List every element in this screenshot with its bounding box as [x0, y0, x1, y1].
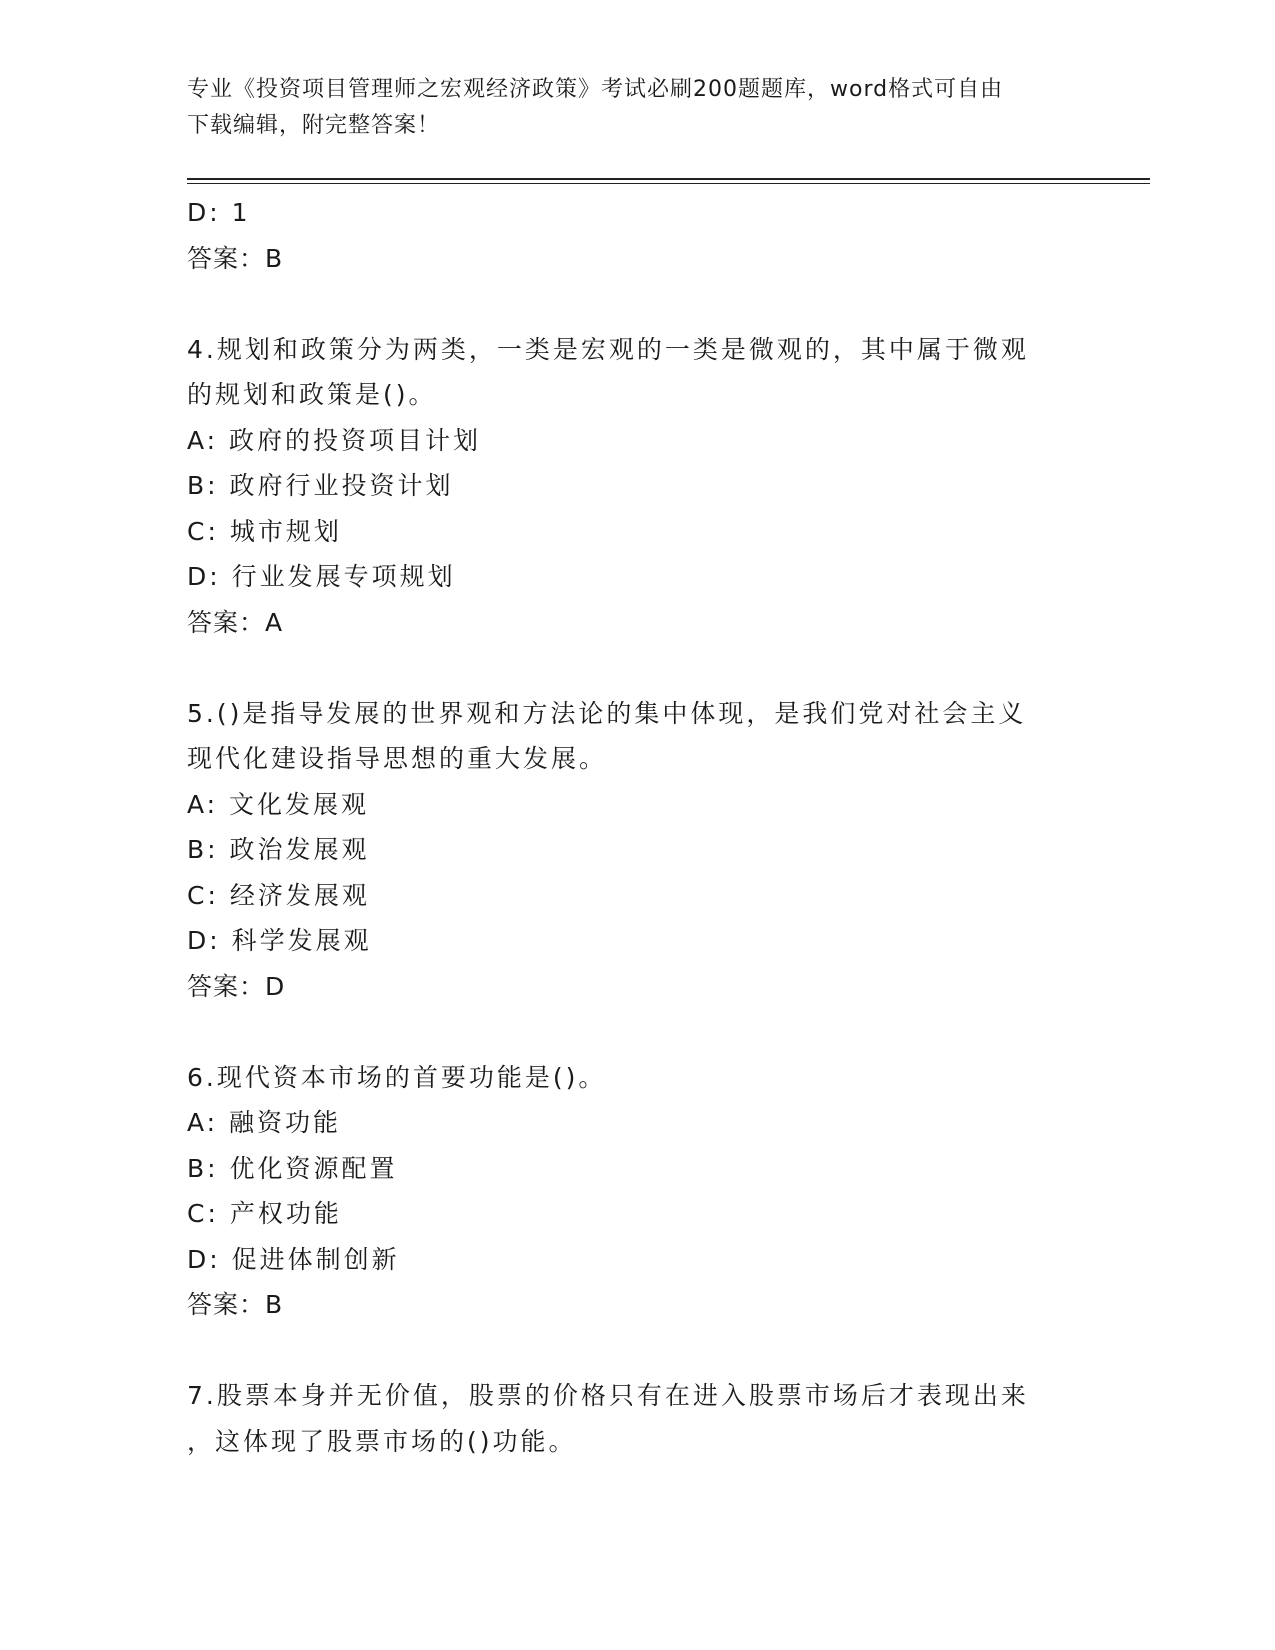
option-c: C: 城市规划 [187, 516, 342, 546]
option-b: B: 优化资源配置 [187, 1153, 398, 1183]
option-d: D: 行业发展专项规划 [187, 562, 456, 591]
header-divider [187, 178, 1150, 180]
answer-line: 答案：B [187, 1290, 284, 1319]
option-c: C: 产权功能 [187, 1199, 342, 1228]
question-text: 5.()是指导发展的世界观和方法论的集中体现，是我们党对社会主义 [187, 698, 1027, 728]
page-header [187, 72, 1067, 144]
header-line-1: 专业《投资项目管理师之宏观经济政策》考试必刷200题题库，word格式可自由 [187, 77, 1004, 102]
header-divider-thin [187, 183, 1150, 184]
answer-line: 答案：B [187, 243, 284, 273]
option-a: A: 融资功能 [187, 1108, 342, 1137]
question-text-cont: 的规划和政策是()。 [187, 380, 437, 409]
question-text-cont: ，这体现了股票市场的()功能。 [187, 1426, 577, 1456]
question-list [187, 190, 1067, 1464]
question-text: 6.现代资本市场的首要功能是()。 [187, 1062, 607, 1092]
option-b: B: 政治发展观 [187, 835, 370, 864]
spacer [187, 1328, 1067, 1374]
question-text: 7.股票本身并无价值，股票的价格只有在进入股票市场后才表现出来 [187, 1381, 1029, 1410]
option-d: D: 科学发展观 [187, 926, 372, 955]
spacer [187, 281, 1067, 327]
option-a: A: 文化发展观 [187, 789, 370, 819]
question-text-cont: 现代化建设指导思想的重大发展。 [187, 744, 608, 773]
answer-line: 答案：A [187, 607, 284, 637]
spacer [187, 1009, 1067, 1055]
option-c: C: 经济发展观 [187, 880, 370, 910]
answer-line: 答案：D [187, 971, 286, 1001]
option-b: B: 政府行业投资计划 [187, 471, 454, 500]
question-5 [187, 691, 1067, 1010]
header-line-2: 下载编辑，附完整答案！ [187, 113, 441, 138]
question-text: 4.规划和政策分为两类，一类是宏观的一类是微观的，其中属于微观 [187, 334, 1029, 364]
option-a: A: 政府的投资项目计划 [187, 425, 482, 455]
option-d: D: 促进体制创新 [187, 1244, 400, 1274]
question-6 [187, 1055, 1067, 1328]
option-d: D: 1 [187, 198, 251, 227]
question-4 [187, 327, 1067, 646]
spacer [187, 645, 1067, 691]
question-7 [187, 1373, 1067, 1464]
